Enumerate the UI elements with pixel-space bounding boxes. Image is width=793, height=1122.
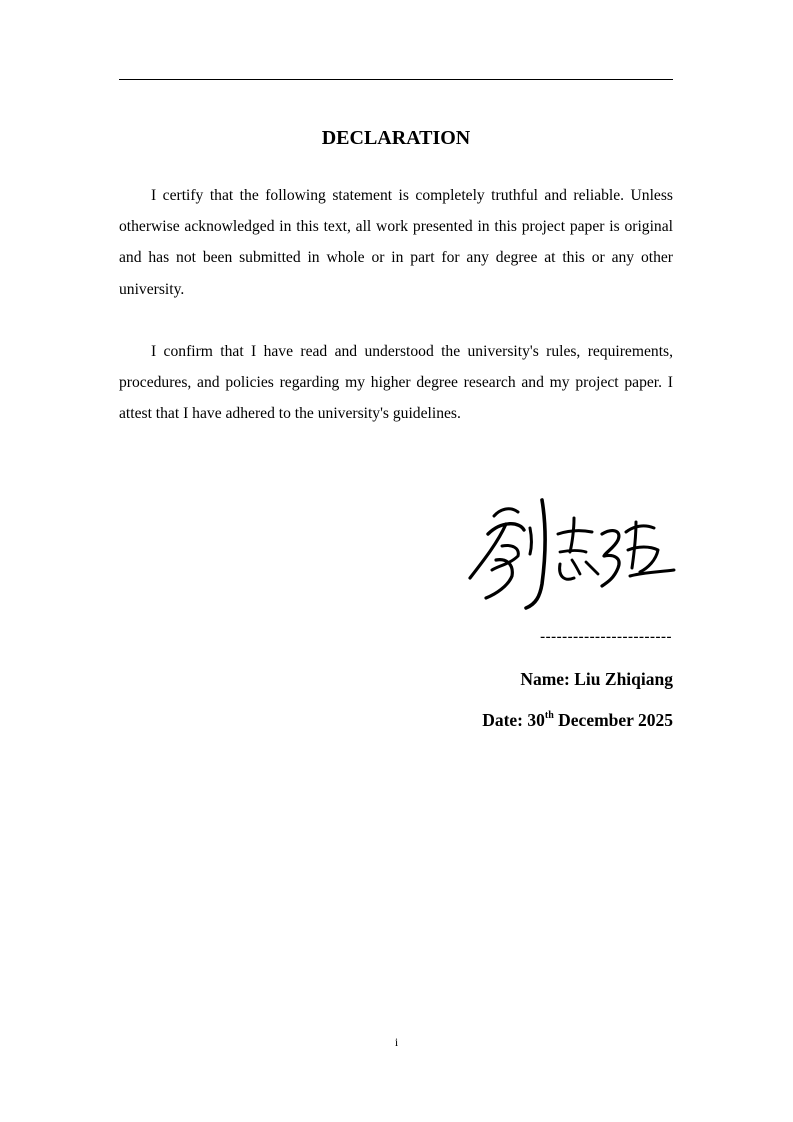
header-rule bbox=[119, 79, 673, 80]
confirm-paragraph: I confirm that I have read and understood the university's rules, requirements, procedures, and policies regarding my higher degree research and my project paper. I attest that I have adhered to the university's guidelines. bbox=[119, 343, 673, 423]
date-prefix: Date: 30 bbox=[482, 710, 545, 730]
handwritten-signature bbox=[462, 494, 676, 612]
page-number: i bbox=[394, 1035, 399, 1049]
date-rest: December 2025 bbox=[553, 710, 673, 730]
certify-paragraph: I certify that the following statement is completely truthful and reliable. Unless otherwise acknowledged in this text, all work presented in this project paper is original and has not been submitted in whole or in part for any degree at this or any other university. bbox=[119, 187, 673, 298]
signatory-name: Name: Liu Zhiqiang bbox=[520, 669, 673, 689]
signature-dash-line: ------------------------ bbox=[540, 629, 672, 645]
date-ordinal-suffix: th bbox=[544, 710, 554, 722]
declaration-date bbox=[482, 708, 673, 732]
page-title: DECLARATION bbox=[321, 127, 471, 149]
